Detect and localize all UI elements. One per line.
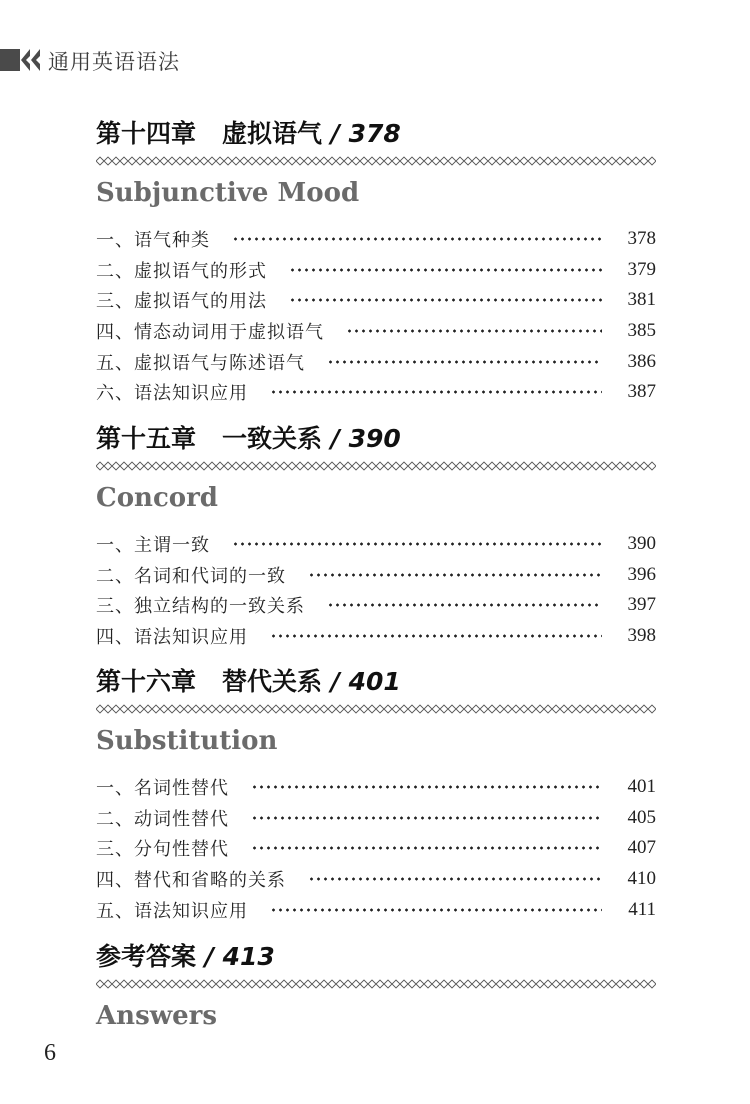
chapter-number: 第十四章 [96, 119, 197, 148]
toc-item[interactable]: 三、分句性替代 407 [96, 837, 656, 861]
toc-item[interactable]: 四、替代和省略的关系 410 [96, 868, 656, 892]
toc-list [96, 224, 656, 408]
chapter-page: / 390 [330, 424, 401, 453]
chapter-heading[interactable] [96, 665, 656, 699]
chapter-heading[interactable] [96, 117, 656, 151]
toc-list [96, 772, 656, 925]
toc-item[interactable]: 三、虚拟语气的用法 381 [96, 289, 656, 313]
toc-item[interactable]: 一、主谓一致 390 [96, 533, 656, 557]
decorative-rule [96, 461, 656, 471]
chapter-title: 一致关系 [222, 424, 323, 453]
chapter-14 [96, 117, 656, 408]
toc-item[interactable]: 四、语法知识应用 398 [96, 625, 656, 649]
chapter-heading[interactable] [96, 940, 656, 974]
chapter-english-title: Answers [96, 1001, 217, 1031]
toc-item[interactable]: 二、名词和代词的一致 396 [96, 563, 656, 587]
chapter-title: 参考答案 [96, 942, 197, 971]
decorative-rule [96, 156, 656, 166]
book-title: 通用英语语法 [48, 50, 180, 74]
chapter-title: 替代关系 [222, 667, 323, 696]
toc-item[interactable]: 二、虚拟语气的形式 379 [96, 258, 656, 282]
header-block-icon [0, 49, 20, 71]
page-number: 6 [44, 1040, 56, 1066]
decorative-rule [96, 979, 656, 989]
chapter-english-title: Substitution [96, 726, 278, 756]
answers-section [96, 940, 656, 1033]
toc-item[interactable]: 三、独立结构的一致关系 397 [96, 594, 656, 618]
toc-item[interactable]: 四、情态动词用于虚拟语气 385 [96, 320, 656, 344]
chapter-15 [96, 422, 656, 651]
chapter-page: / 378 [330, 119, 401, 148]
chapter-heading[interactable] [96, 422, 656, 456]
toc-item[interactable]: 五、虚拟语气与陈述语气 386 [96, 350, 656, 374]
toc-item[interactable]: 一、语气种类 378 [96, 228, 656, 252]
toc-list [96, 529, 656, 651]
toc-item[interactable]: 二、动词性替代 405 [96, 806, 656, 830]
running-header [0, 40, 400, 80]
chapter-english-title: Concord [96, 483, 218, 513]
toc-item[interactable]: 六、语法知识应用 387 [96, 381, 656, 405]
chapter-16 [96, 665, 656, 925]
chapter-title: 虚拟语气 [222, 119, 323, 148]
chapter-page: / 401 [330, 667, 401, 696]
chapter-english-title: Subjunctive Mood [96, 178, 360, 208]
toc-item[interactable]: 一、名词性替代 401 [96, 776, 656, 800]
toc-item[interactable]: 五、语法知识应用 411 [96, 898, 656, 922]
chapter-number: 第十六章 [96, 667, 197, 696]
decorative-rule [96, 704, 656, 714]
chapter-number: 第十五章 [96, 424, 197, 453]
chapter-page: / 413 [204, 942, 275, 971]
